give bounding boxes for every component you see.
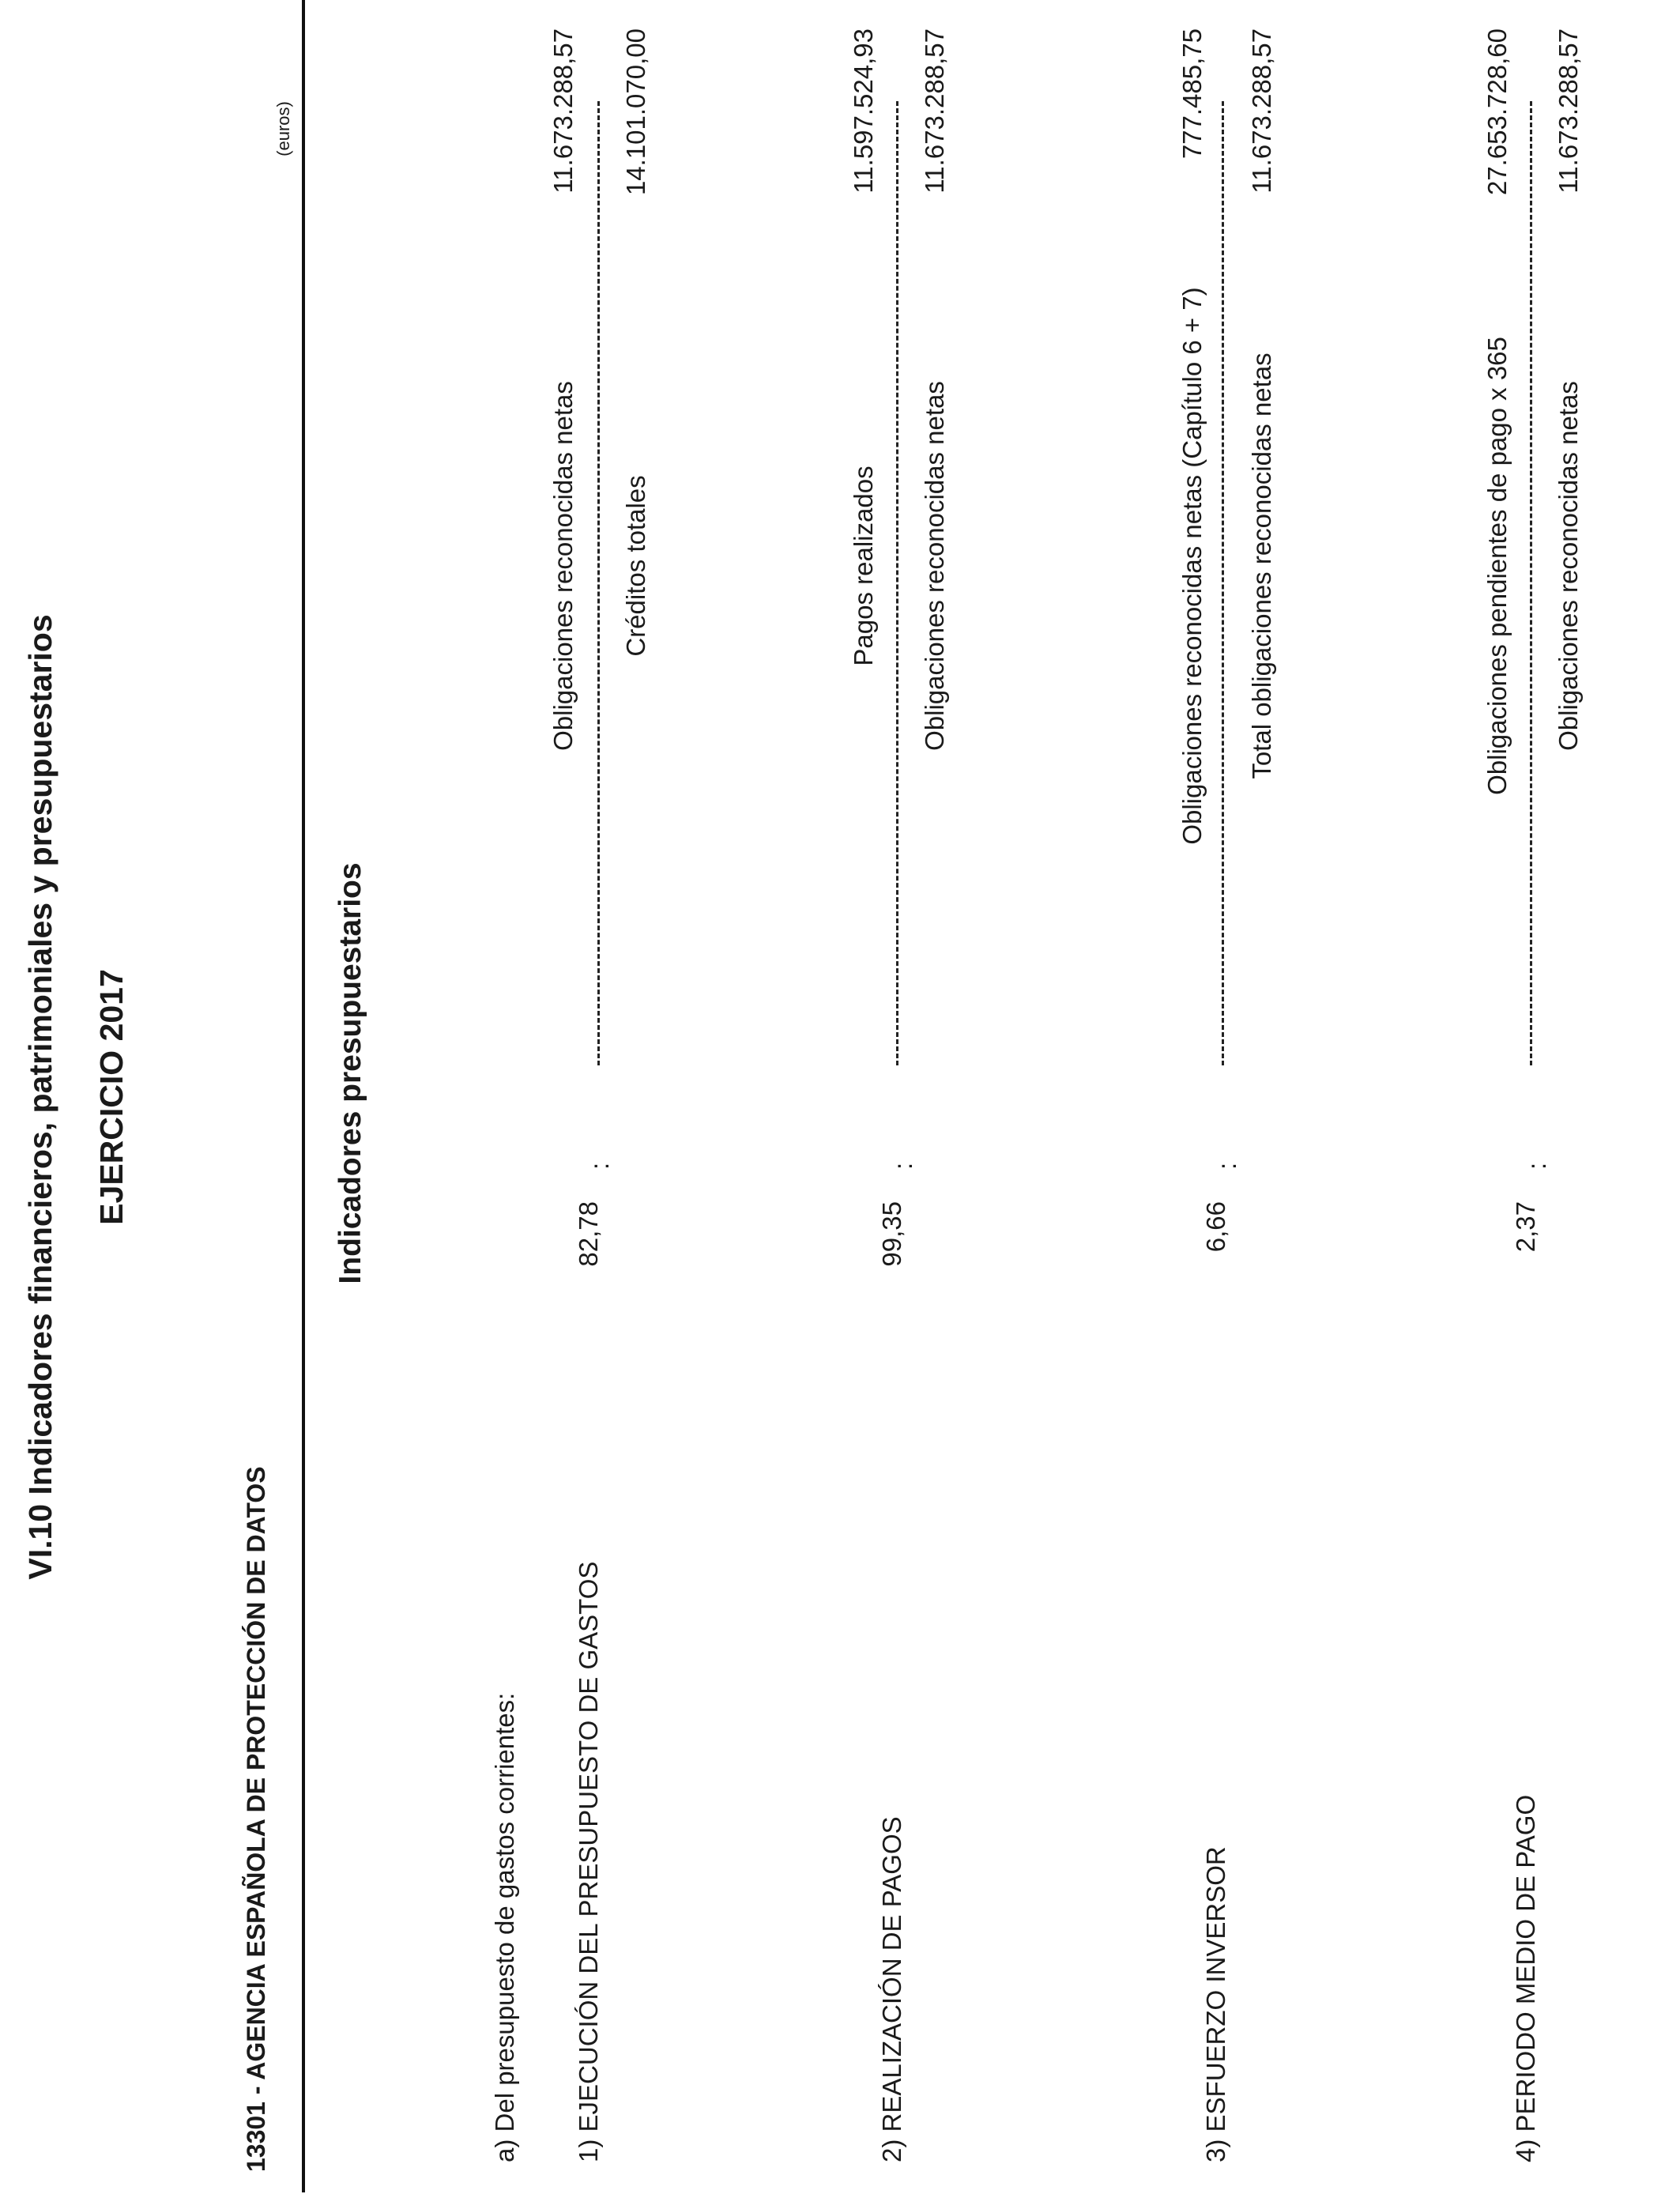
indicator-value: 99,35 bbox=[877, 1201, 906, 1267]
denominator-value: 11.673.288,57 bbox=[920, 28, 949, 194]
indicator-label: 1) EJECUCIÓN DEL PRESUPUESTO DE GASTOS bbox=[574, 1561, 603, 2162]
numerator-label: Obligaciones pendientes de pago x 365 bbox=[1482, 337, 1512, 795]
indicator-label: 2) REALIZACIÓN DE PAGOS bbox=[877, 1816, 906, 2162]
indicator-label: 3) ESFUERZO INVERSOR bbox=[1201, 1846, 1230, 2162]
numerator-label: Obligaciones reconocidas netas (Capítulo 6 + 7) bbox=[1177, 287, 1207, 845]
indicator-value: 2,37 bbox=[1511, 1201, 1540, 1253]
exercise-title: EJERCICIO 2017 bbox=[93, 969, 130, 1225]
numerator-value: 11.597.524,93 bbox=[849, 28, 878, 194]
numerator-value: 27.653.728,60 bbox=[1482, 28, 1512, 196]
section-title: Indicadores presupuestarios bbox=[333, 862, 367, 1284]
numerator-label: Pagos realizados bbox=[849, 466, 878, 666]
colon: : bbox=[1522, 1162, 1551, 1170]
colon: : bbox=[1212, 1162, 1241, 1170]
entity-name: 13301 - AGENCIA ESPAÑOLA DE PROTECCIÓN DE DATOS bbox=[242, 1466, 270, 2172]
colon: : bbox=[585, 1162, 614, 1170]
colon: : bbox=[888, 1162, 917, 1170]
denominator-label: Total obligaciones reconocidas netas bbox=[1247, 352, 1276, 779]
subsection-label: a) Del presupuesto de gastos corrientes: bbox=[490, 1692, 519, 2162]
denominator-label: Obligaciones reconocidas netas bbox=[920, 381, 949, 751]
denominator-label: Créditos totales bbox=[621, 475, 650, 657]
unit-label: (euros) bbox=[273, 101, 293, 156]
numerator-value: 11.673.288,57 bbox=[548, 28, 578, 194]
fraction-line bbox=[1222, 101, 1224, 1065]
denominator-label: Obligaciones reconocidas netas bbox=[1554, 381, 1583, 751]
top-rule bbox=[302, 0, 305, 1925]
document-title: VI.10 Indicadores financieros, patrimoniales y presupuestarios bbox=[22, 614, 58, 1580]
denominator-value: 11.673.288,57 bbox=[1554, 28, 1583, 194]
fraction-line bbox=[597, 101, 600, 1065]
fraction-line bbox=[896, 101, 898, 1065]
denominator-value: 11.673.288,57 bbox=[1247, 28, 1276, 194]
indicator-value: 6,66 bbox=[1201, 1201, 1230, 1253]
fraction-line bbox=[1530, 101, 1532, 1065]
denominator-value: 14.101.070,00 bbox=[621, 28, 650, 196]
indicator-value: 82,78 bbox=[574, 1201, 603, 1267]
numerator-label: Obligaciones reconocidas netas bbox=[548, 381, 578, 751]
numerator-value: 777.485,75 bbox=[1177, 28, 1207, 160]
indicator-label: 4) PERIODO MEDIO DE PAGO bbox=[1511, 1794, 1540, 2162]
